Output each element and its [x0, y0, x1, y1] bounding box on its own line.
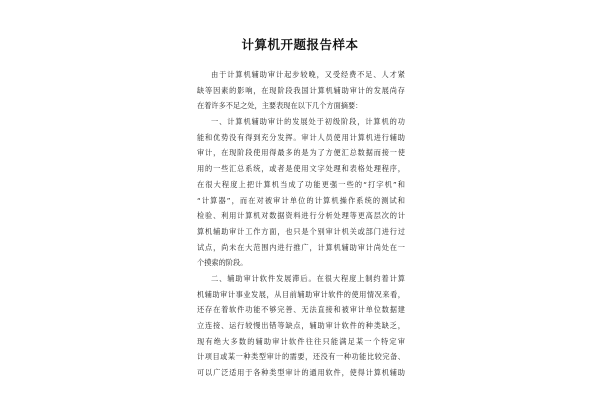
paragraph-line: 缺等因素的影响，在现阶段我国计算机辅助审计的发展尚存	[197, 85, 405, 95]
paragraph-line: 可以广泛适用于各种类型审计的通用软件，使得计算机辅助	[197, 368, 405, 378]
paragraph-line: 计项目或某一种类型审计的需要，还没有一种功能比较完备、	[197, 352, 405, 362]
paragraph-line: 在着许多不足之处，主要表现在以下几个方面摘要：	[197, 101, 363, 111]
paragraph-line: 试点，尚未在大范围内进行推广，计算机辅助审计尚处在一	[197, 242, 405, 252]
paragraph-line: 个摸索的阶段。	[197, 258, 248, 268]
paragraph-line: 还存在着软件功能不够完善、无法直接和被审计单位数据建	[197, 305, 405, 315]
paragraph-line: 二、辅助审计软件发展滞后。在很大程度上制约着计算	[211, 273, 405, 283]
paragraph-line: 用的一些汇总系统，或者是使用文字处理和表格处理程序，	[197, 164, 405, 174]
paragraph-line: 由于计算机辅助审计起步较晚，又受经费不足、人才紧	[211, 70, 405, 79]
paragraph-line: 审计，在现阶段使用得最多的是为了方便汇总数据而接一使	[197, 148, 405, 158]
paragraph-line: 检验、利用计算机对数据资料进行分析处理等更高层次的计	[197, 211, 405, 221]
paragraph-line: “计算器”，而在对被审计单位的计算机操作系统的测试和	[197, 195, 405, 205]
document-title: 计算机开题报告样本	[241, 37, 359, 52]
paragraph-line: 算机辅助审计工作方面，也只是个别审计机关或部门进行过	[197, 226, 405, 236]
document-body	[197, 67, 405, 381]
paragraph-line: 在很大程度上把计算机当成了功能更强一些的“打字机”和	[197, 179, 405, 189]
paragraph-line: 机辅助审计事业发展，从目前辅助审计软件的使用情况来看，	[197, 289, 405, 299]
paragraph-line: 能和优势没有得到充分发挥。审计人员使用计算机进行辅助	[197, 132, 405, 142]
paragraph-line: 现有绝大多数的辅助审计软件往往只能满足某一个特定审	[197, 336, 405, 346]
paragraph-line: 立连接、运行较慢出错等缺点，辅助审计软件的种类缺乏，	[197, 321, 405, 330]
paragraph-line: 一、计算机辅助审计的发展处于初级阶段，计算机的功	[211, 117, 405, 127]
